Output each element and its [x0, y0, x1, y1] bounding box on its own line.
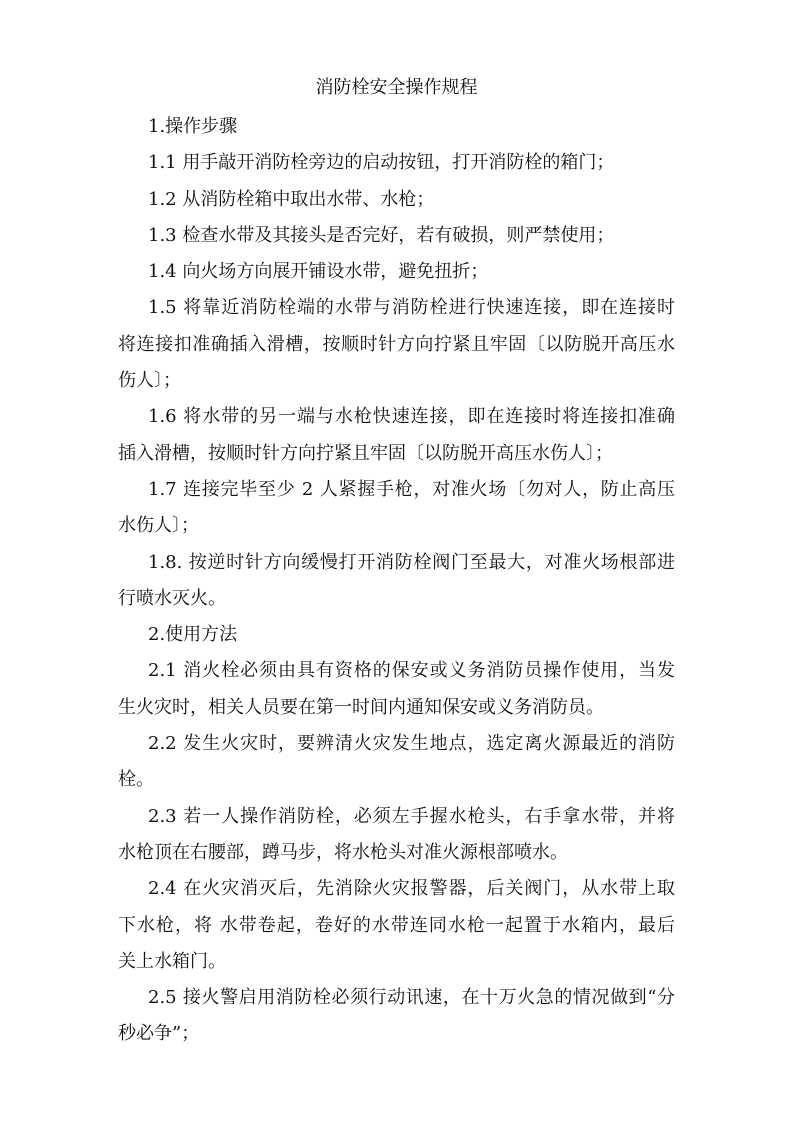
document-body	[118, 109, 675, 1053]
text-line: 秒必争”；	[118, 1023, 200, 1045]
text-line: 1.6 将水带的另一端与水枪快速连接，即在连接时将连接扣准确	[148, 406, 675, 428]
paragraph-step-1-4	[118, 254, 675, 290]
text-line: 2.4 在火灾消灭后，先消除火灾报警器，后关阀门，从水带上取	[148, 878, 675, 900]
paragraph-step-1-7	[118, 472, 675, 545]
paragraph-step-1-6	[118, 399, 675, 472]
text-line: 将连接扣准确插入滑槽，按顺时针方向拧紧且牢固〔以防脱开高压水	[118, 333, 675, 355]
text-line: 1.2 从消防栓箱中取出水带、水枪；	[148, 188, 435, 210]
text-line: 2.3 若一人操作消防栓，必须左手握水枪头，右手拿水带，并将	[148, 805, 675, 827]
text-line: 1.5 将靠近消防栓端的水带与消防栓进行快速连接，即在连接时	[148, 297, 675, 319]
paragraph-method-2-1	[118, 653, 675, 726]
paragraph-step-1-1	[118, 145, 675, 181]
text-line: 关上水箱门。	[118, 950, 226, 972]
text-line: 插入滑槽，按顺时针方向拧紧且牢固〔以防脱开高压水伤人〕；	[118, 442, 613, 464]
text-line: 水伤人〕；	[118, 515, 199, 537]
paragraph-method-2-3	[118, 799, 675, 872]
text-line: 水枪顶在右腰部，蹲马步，将水枪头对准火源根部喷水。	[118, 841, 568, 863]
text-line: 2.5 接火警启用消防栓必须行动讯速，在十万火急的情况做到“分	[148, 987, 675, 1009]
text-line: 2.2 发生火灾时，要辨清火灾发生地点，选定离火源最近的消防	[148, 733, 675, 755]
paragraph-heading-2	[118, 617, 675, 653]
paragraph-method-2-2	[118, 726, 675, 799]
text-line: 2.使用方法	[148, 624, 238, 646]
paragraph-heading-1	[118, 109, 675, 145]
paragraph-step-1-5	[118, 290, 675, 399]
paragraph-method-2-4	[118, 871, 675, 980]
text-line: 2.1 消火栓必须由具有资格的保安或义务消防员操作使用，当发	[148, 660, 675, 682]
text-line: 1.3 检查水带及其接头是否完好，若有破损，则严禁使用；	[148, 224, 615, 246]
text-line: 栓。	[118, 769, 154, 791]
paragraph-step-1-8	[118, 545, 675, 618]
text-line: 1.操作步骤	[148, 116, 238, 137]
text-line: 行喷水灭火。	[118, 587, 226, 609]
text-line: 1.8. 按逆时针方向缓慢打开消防栓阀门至最大，对准火场根部进	[148, 551, 675, 573]
paragraph-step-1-2	[118, 182, 675, 218]
text-line: 伤人〕；	[118, 370, 181, 392]
text-line: 下水枪，将 水带卷起，卷好的水带连同水枪一起置于水箱内，最后	[118, 914, 675, 936]
text-line: 生火灾时，相关人员要在第一时间内通知保安或义务消防员。	[118, 696, 604, 718]
paragraph-step-1-3	[118, 218, 675, 254]
document-title: 消防栓安全操作规程	[315, 77, 478, 98]
paragraph-method-2-5	[118, 980, 675, 1053]
text-line: 1.4 向火场方向展开铺设水带，避免扭折；	[148, 261, 489, 283]
text-line: 1.7 连接完毕至少 2 人紧握手枪，对准火场〔勿对人，防止高压	[148, 478, 675, 500]
text-line: 1.1 用手敲开消防栓旁边的启动按钮，打开消防栓的箱门；	[148, 152, 615, 174]
